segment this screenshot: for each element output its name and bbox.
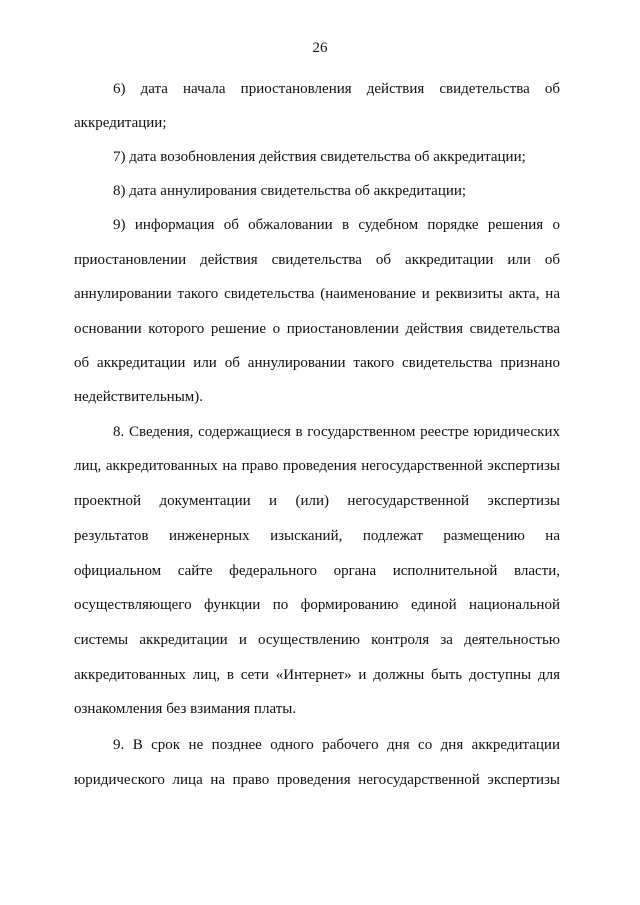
text-line: юридического лица на право проведения негосударственной экспертизы: [74, 772, 560, 788]
text-line: основании которого решение о приостановлении действия свидетельства: [74, 321, 560, 337]
text-line: аккредитованных лиц, в сети «Интернет» и должны быть доступны для: [74, 667, 560, 683]
text-line: недействительным).: [74, 389, 204, 405]
text-line: системы аккредитации и осуществлению контроля за деятельностью: [74, 632, 560, 648]
text-line: официальном сайте федерального органа исполнительной власти,: [74, 563, 560, 579]
text-line: осуществляющего функции по формированию единой национальной: [74, 597, 560, 613]
text-line: приостановлении действия свидетельства об аккредитации или об: [74, 252, 560, 268]
text-line: ознакомления без взимания платы.: [74, 701, 297, 717]
text-line: об аккредитации или об аннулировании такого свидетельства признано: [74, 355, 560, 371]
text-line: 6) дата начала приостановления действия свидетельства об: [113, 81, 560, 97]
text-line: 7) дата возобновления действия свидетельства об аккредитации;: [113, 149, 526, 165]
text-line: 9. В срок не позднее одного рабочего дня со дня аккредитации: [113, 737, 560, 753]
text-line: проектной документации и (или) негосударственной экспертизы: [74, 493, 560, 509]
text-line: аннулировании такого свидетельства (наименование и реквизиты акта, на: [74, 286, 560, 302]
text-line: аккредитации;: [74, 115, 167, 131]
text-line: 9) информация об обжаловании в судебном порядке решения о: [113, 217, 560, 233]
text-line: результатов инженерных изысканий, подлежат размещению на: [74, 528, 560, 544]
text-line: 8. Сведения, содержащиеся в государственном реестре юридических: [113, 424, 560, 440]
text-line: 8) дата аннулирования свидетельства об аккредитации;: [113, 183, 467, 199]
text-line: лиц, аккредитованных на право проведения негосударственной экспертизы: [74, 458, 560, 474]
page-number: 26: [312, 40, 328, 56]
